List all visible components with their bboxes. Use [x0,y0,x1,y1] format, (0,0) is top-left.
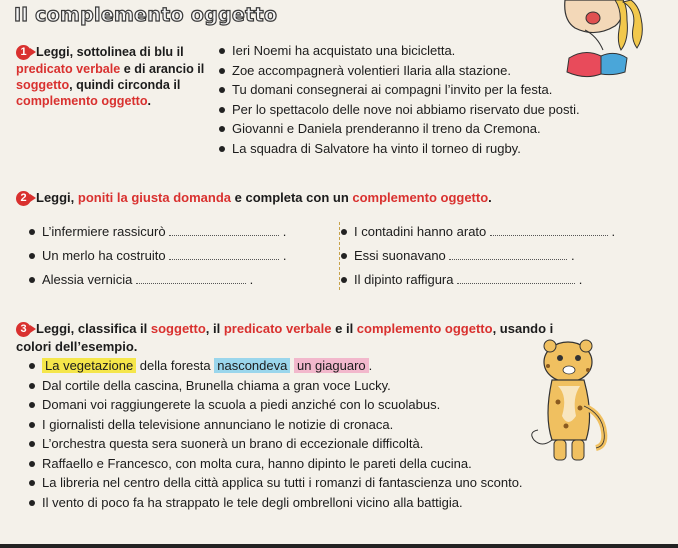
exercise-3-sentence-list [28,356,523,512]
exercise-1-instruction: 1 Leggi, sottolinea di blu il predicato verbale e di arancio il soggetto, quindi circonda il complemento oggetto. [16,45,205,108]
answer-blank[interactable] [169,248,279,260]
list-item: Dal cortile della cascina, Brunella chiama a gran voce Lucky. [28,376,523,396]
exercise-2-right-column [340,220,615,292]
list-item: La libreria nel centro della città applica su tutti i romanzi di fantascienza uno sconto. [28,473,523,493]
list-item: Tu domani consegnerai ai compagni l’invito per la festa. [218,80,580,100]
list-item: Ieri Noemi ha acquistato una bicicletta. [218,41,580,61]
list-item: L’infermiere rassicurò . [28,220,286,244]
exercise-number-badge: 3 [16,322,31,337]
bottom-edge [0,544,678,548]
list-item: Raffaello e Francesco, con molta cura, hanno dipinto le pareti della cucina. [28,454,523,474]
list-item: Per lo spettacolo delle nove noi abbiamo riservato due posti. [218,100,580,120]
list-item: Un merlo ha costruito . [28,244,286,268]
exercise-2-instruction: 2 Leggi, poniti la giusta domanda e completa con un complemento oggetto. [16,190,492,207]
leopard-illustration [522,336,612,466]
exercise-number-badge: 1 [16,45,31,60]
list-item: Essi suonavano . [340,244,615,268]
answer-blank[interactable] [169,224,279,236]
list-item: La squadra di Salvatore ha vinto il torneo di rugby. [218,139,580,159]
list-item: I giornalisti della televisione annunciano le notizie di cronaca. [28,415,523,435]
example-sentence: La vegetazione della foresta nascondeva un giaguaro . [28,356,523,376]
list-item: Domani voi raggiungerete la scuola a piedi anziché con lo scuolabus. [28,395,523,415]
subject-highlight: La vegetazione [42,358,136,373]
answer-blank[interactable] [457,272,575,284]
object-highlight: un giaguaro [294,358,369,373]
page-title: Il complemento oggetto [14,4,278,26]
exercise-3-instruction: 3 Leggi, classifica il soggetto, il predicato verbale e il complemento oggetto, usando i colori dell’esempio. [16,321,554,354]
exercise-1-sentence-list [218,41,580,158]
answer-blank[interactable] [449,248,567,260]
exercise-2-left-column [28,220,286,292]
answer-blank[interactable] [490,224,608,236]
list-item: I contadini hanno arato . [340,220,615,244]
list-item: L’orchestra questa sera suonerà un brano di eccezionale difficoltà. [28,434,523,454]
list-item: Alessia vernicia . [28,268,286,292]
list-item: Zoe accompagnerà volentieri Ilaria alla stazione. [218,61,580,81]
predicate-highlight: nascondeva [214,358,290,373]
exercise-number-badge: 2 [16,191,31,206]
answer-blank[interactable] [136,272,246,284]
list-item: Giovanni e Daniela prenderanno il treno da Cremona. [218,119,580,139]
list-item: Il dipinto raffigura . [340,268,615,292]
list-item: Il vento di poco fa ha strappato le tele degli ombrelloni vicino alla battigia. [28,493,523,513]
